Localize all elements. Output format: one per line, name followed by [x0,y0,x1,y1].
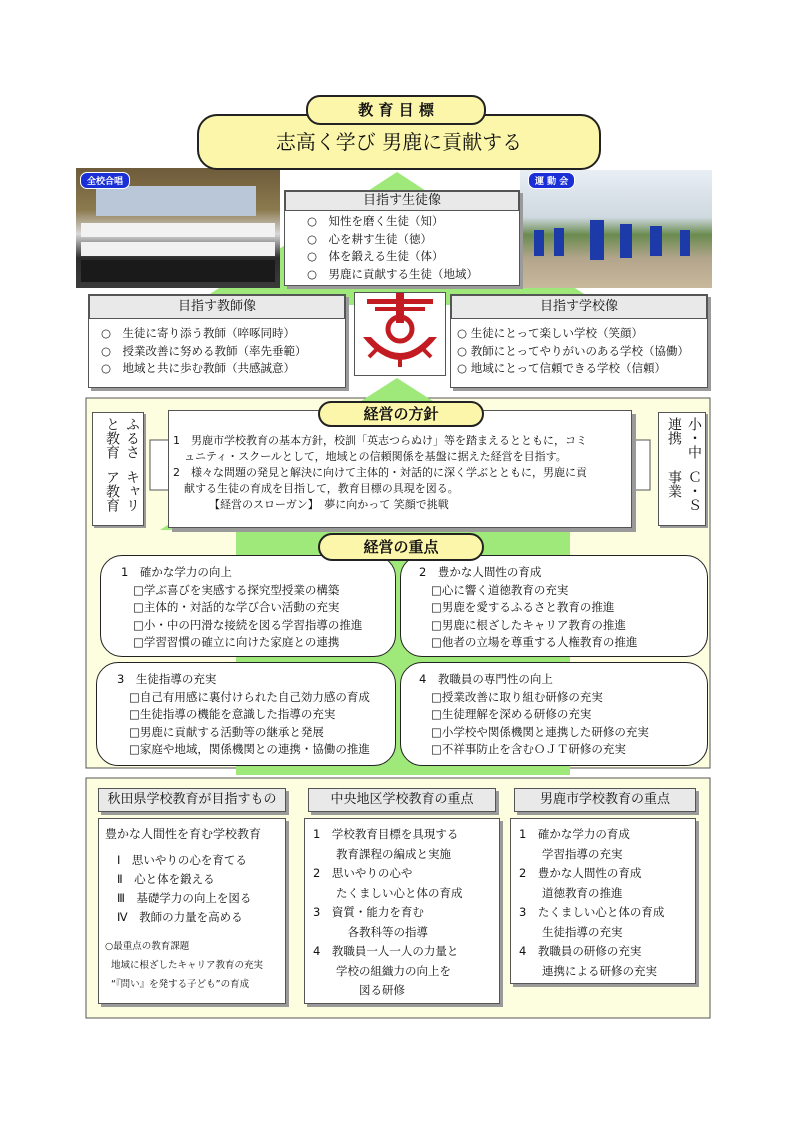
central-line: 1 学校教育目標を具現する [313,827,459,841]
oga-line: 2 豊かな人間性の育成 [519,866,642,880]
policy-slogan: 【経営のスローガン】 夢に向かって 笑顔で挑戦 [209,498,449,511]
priorities-label: 経営の重点 [318,533,484,561]
central-title: 中央地区学校教育の重点 [308,788,496,812]
akita-box [98,818,286,1004]
priority-item: □不祥事防止を含むＯＪＴ研修の充実 [431,742,626,756]
chorus-tag: 全校合唱 [80,172,130,189]
policy-line: 2 様々な問題の発見と解決に向けて主体的・対話的に深く学ぶとともに，男鹿に貢 [173,466,587,479]
student-image-item: ○ 知性を磨く生徒（知） [307,214,444,228]
central-list [313,825,463,1001]
cs-label: Ｃ・Ｓ事業 [666,470,702,512]
teacher-image-list [101,325,307,378]
akita-note-title: ○最重点の教育課題 [105,941,190,952]
policy-line: ュニティ・スクールとして，地域との信頼関係を基盤に据えた経営を目指す。 [173,450,567,463]
furusato-label: ふるさと教育 [104,417,140,459]
akita-notes [105,937,263,994]
priority-item: □自己有用感に裏付けられた自己効力感の育成 [129,689,370,704]
school-image-box [450,294,708,388]
priority-item: □小・中の円滑な接続を図る学習指導の推進 [133,617,363,632]
side-left-box [92,412,144,526]
central-line: 各教科等の指導 [313,924,428,939]
central-box [304,818,500,1004]
student-image-title: 目指す生徒像 [285,191,519,211]
priority-2-title: 2 豊かな人間性の育成 [419,565,542,579]
shochu-label: 小・中連携 [666,417,702,459]
priority-item: □学ぶ喜びを実感する探究型授業の構築 [133,582,340,597]
oga-line: 3 たくましい心と体の育成 [519,905,665,919]
side-right-box [658,412,706,526]
sports-tag: 運 動 会 [528,172,575,189]
school-image-title: 目指す学校像 [451,295,707,319]
student-image-item: ○ 心を耕す生徒（徳） [307,231,433,246]
akita-item: Ⅳ 教師の力量を高める [117,910,243,924]
akita-item: Ⅲ 基礎学力の向上を図る [117,891,252,905]
akita-title: 秋田県学校教育が目指すもの [98,788,286,812]
priority-box-2 [400,555,708,657]
oga-line: 連携による研修の充実 [519,963,657,978]
akita-list [117,851,251,927]
teacher-image-item: ○ 生徒に寄り添う教師（啐啄同時） [101,326,296,340]
oga-line: 1 確かな学力の育成 [519,827,630,841]
policy-label: 経営の方針 [318,401,484,427]
priority-item: □男鹿を愛するふるさと教育の推進 [431,600,615,614]
teacher-image-item: ○ 授業改善に努める教師（率先垂範） [101,343,307,358]
central-line: 図る研修 [313,983,405,997]
priority-item: □授業改善に取り組む研修の充実 [431,689,603,704]
priority-4-content [419,671,649,759]
central-line: 4 教職員一人一人の力量と [313,944,459,958]
crest-icon [355,293,445,375]
goal-label: 教 育 目 標 [306,95,486,125]
career-label: キャリア教育 [104,470,140,512]
policy-line: 献する生徒の育成を目指して，教育目標の具現を図る。 [173,482,459,495]
priority-3-title: 3 生徒指導の充実 [117,672,217,686]
central-line: 教育課程の編成と実施 [313,846,451,861]
school-image-item: ○ 教師にとってやりがいのある学校（協働） [457,343,689,358]
oga-line: 生徒指導の充実 [519,924,623,939]
student-image-item: ○ 男鹿に貢献する生徒（地域） [307,266,479,281]
school-image-list [457,325,689,378]
central-line: 2 思いやりの心や [313,866,413,880]
central-line: たくましい心と体の育成 [313,885,463,900]
priority-3-content [117,671,370,759]
priority-box-1 [100,555,396,657]
priority-item: □生徒指導の機能を意識した指導の充実 [129,707,336,721]
sports-photo [520,170,712,288]
policy-line: 1 男鹿市学校教育の基本方針，校訓「英志つらぬけ」等を踏まえるとともに，コミ [173,434,587,447]
policy-lines [173,433,587,513]
priority-2-content [419,564,637,652]
priority-item: □家庭や地域，関係機関との連携・協働の推進 [129,742,370,756]
school-crest [354,292,446,376]
priority-box-4 [400,662,708,766]
teacher-image-box [88,294,346,388]
priority-item: □男鹿に根ざしたキャリア教育の推進 [431,617,626,632]
priority-4-title: 4 教職員の専門性の向上 [419,672,553,686]
akita-item: Ⅰ 思いやりの心を育てる [117,853,247,867]
teacher-image-title: 目指す教師像 [89,295,345,319]
priority-item: □男鹿に貢献する活動等の継承と発展 [129,724,324,739]
teacher-image-item: ○ 地域と共に歩む教師（共感誠意） [101,361,296,375]
goal-text: 志高く学び 男鹿に貢献する [197,114,601,170]
priority-item: □心に響く道徳教育の充実 [431,582,569,597]
oga-box [510,818,696,984]
oga-title: 男鹿市学校教育の重点 [514,788,696,812]
oga-line: 学習指導の充実 [519,846,623,861]
priority-item: □主体的・対話的な学び合い活動の充実 [133,600,340,614]
student-image-box [284,190,520,286]
akita-subtitle: 豊かな人間性を育む学校教育 [105,827,262,841]
priority-item: □小学校や関係機関と連携した研修の充実 [431,724,649,739]
akita-note: “『問い』を発する子ども”の育成 [111,979,250,990]
priority-box-3 [96,662,396,766]
priority-item: □他者の立場を尊重する人権教育の推進 [431,635,638,649]
school-image-item: ○ 地域にとって信頼できる学校（信頼） [457,361,666,375]
akita-note: 地域に根ざしたキャリア教育の充実 [111,960,264,971]
student-image-item: ○ 体を鍛える生徒（体） [307,249,444,263]
oga-line: 道徳教育の推進 [519,885,623,900]
chorus-photo [76,168,280,288]
priority-1-content [121,564,362,652]
student-image-list [307,213,478,283]
central-line: 3 資質・能力を育む [313,905,424,919]
akita-item: Ⅱ 心と体を鍛える [117,872,215,886]
policy-box [168,410,632,528]
oga-list [519,825,664,981]
priority-item: □生徒理解を深める研修の充実 [431,707,592,721]
oga-line: 4 教職員の研修の充実 [519,944,642,958]
priority-item: □学習習慣の確立に向けた家庭との連携 [133,635,340,649]
central-line: 学校の組織力の向上を [313,963,451,978]
priority-1-title: 1 確かな学力の向上 [121,565,232,579]
school-image-item: ○ 生徒にとって楽しい学校（笑顔） [457,326,643,340]
